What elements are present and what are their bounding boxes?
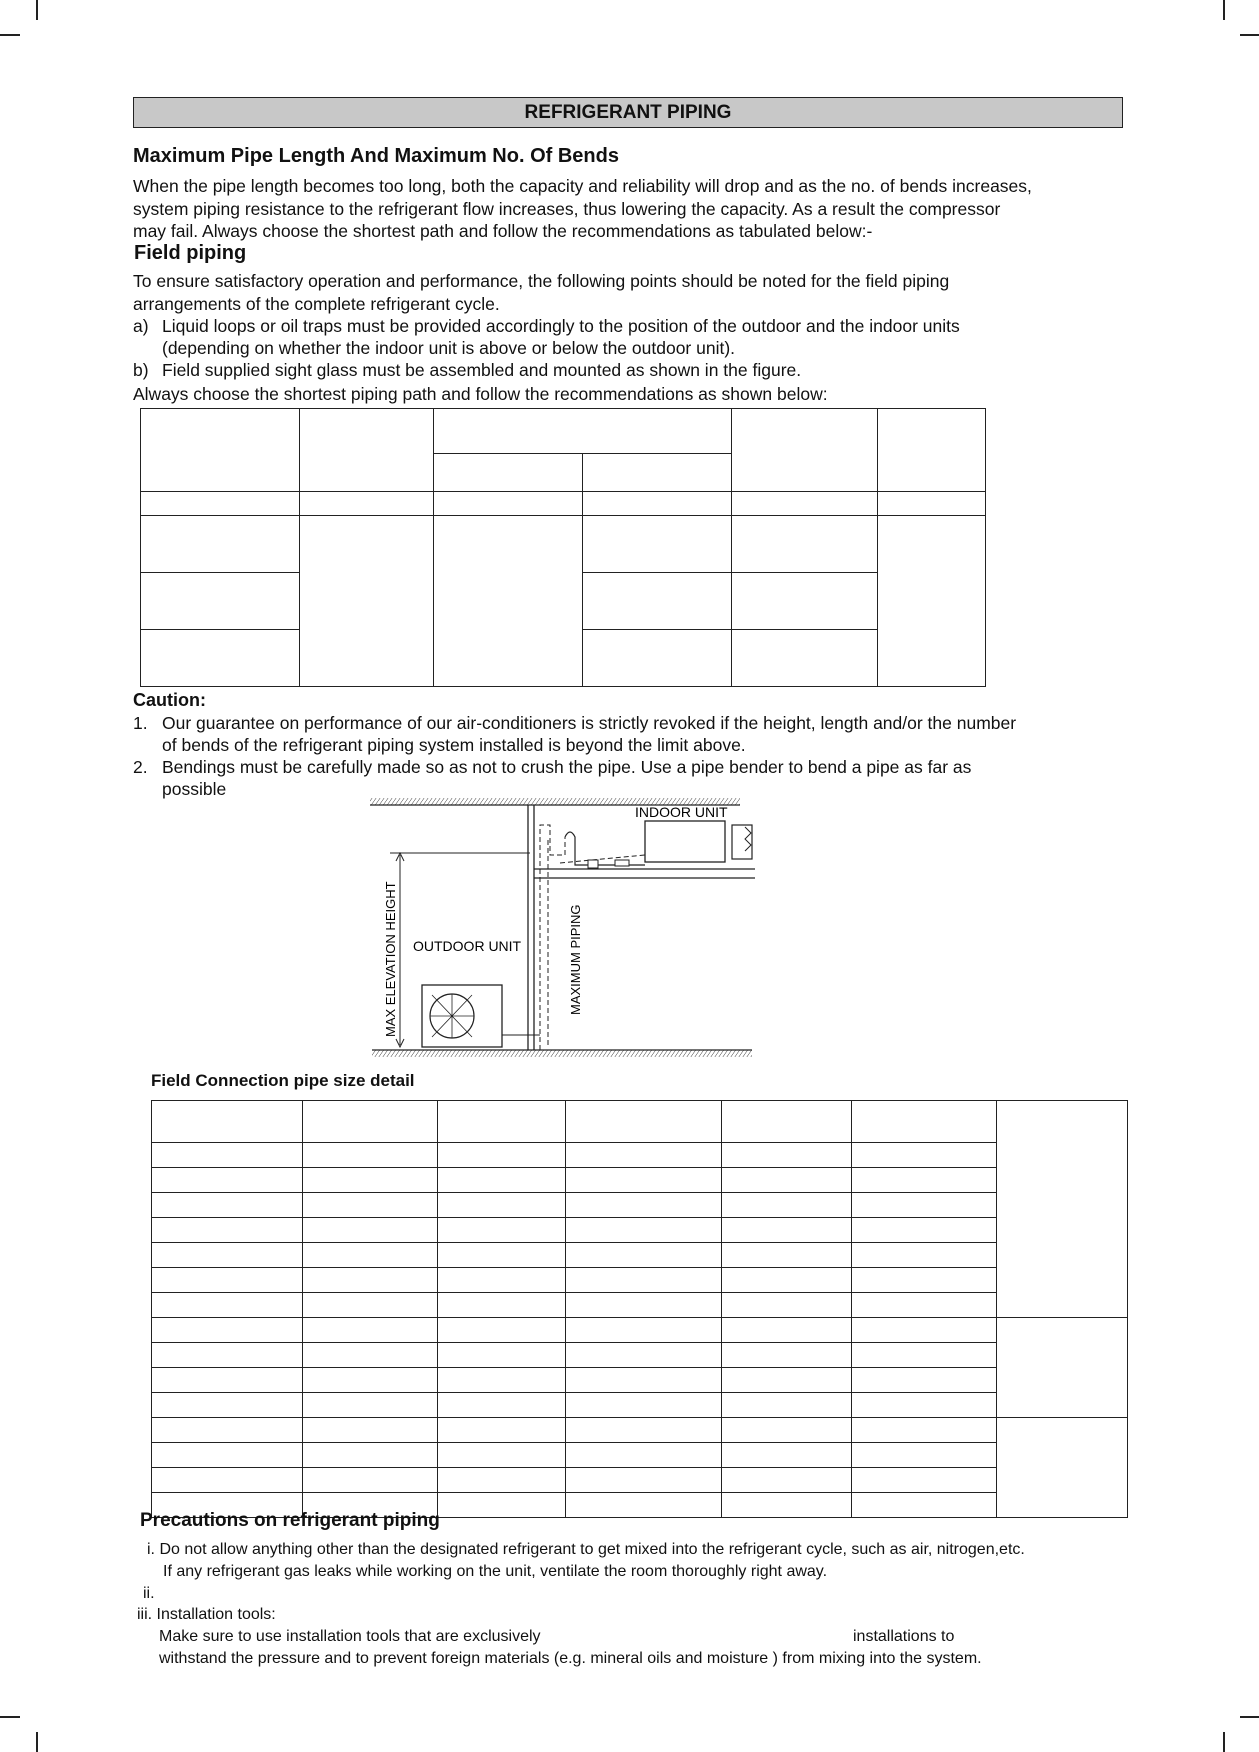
table-cell xyxy=(438,1293,566,1318)
table-cell xyxy=(152,1468,303,1493)
table-cell xyxy=(566,1318,722,1343)
section-heading-max-pipe: Maximum Pipe Length And Maximum No. Of Bends xyxy=(133,145,619,167)
table-cell xyxy=(583,573,732,630)
point-line: Liquid loops or oil traps must be provided accordingly to the position of the outdoor and the indoor units xyxy=(162,316,960,336)
precaution-i-line: i. Do not allow anything other than the designated refrigerant to get mixed into the refrigerant cycle, such as air, nitrogen,etc. xyxy=(147,1541,1025,1558)
table-cell xyxy=(732,573,878,630)
table-cell xyxy=(852,1443,997,1468)
caution-number: 1. xyxy=(133,713,148,733)
field-piping-intro xyxy=(133,270,1125,315)
caution-line: Our guarantee on performance of our air-conditioners is strictly revoked if the height, length and/or the number xyxy=(162,713,1017,733)
table-cell xyxy=(303,1193,438,1218)
table-cell xyxy=(566,1143,722,1168)
table-cell xyxy=(438,1443,566,1468)
table-cell xyxy=(141,573,300,630)
table-cell xyxy=(722,1393,852,1418)
table-cell xyxy=(152,1343,303,1368)
table-cell xyxy=(438,1368,566,1393)
table-cell xyxy=(852,1293,997,1318)
indoor-unit-label: INDOOR UNIT xyxy=(635,804,728,820)
table-cell xyxy=(303,1468,438,1493)
section-paragraph-max-pipe xyxy=(133,175,1125,243)
table-cell xyxy=(722,1218,852,1243)
table-cell xyxy=(583,492,732,516)
field-piping-point-b xyxy=(133,359,1125,381)
table-cell xyxy=(732,492,878,516)
caution-heading: Caution: xyxy=(133,690,206,710)
crop-mark-bl-v xyxy=(36,1732,38,1752)
table-cell xyxy=(303,1293,438,1318)
table-cell xyxy=(438,1468,566,1493)
table-cell xyxy=(732,516,878,573)
table-cell xyxy=(722,1143,852,1168)
table-cell xyxy=(997,1418,1128,1518)
table-cell xyxy=(583,516,732,573)
page-title: REFRIGERANT PIPING xyxy=(133,97,1123,128)
piping-gas xyxy=(548,840,645,1045)
table-cell xyxy=(852,1418,997,1443)
table-cell xyxy=(722,1101,852,1143)
paragraph-line: arrangements of the complete refrigerant cycle. xyxy=(133,293,500,314)
piping-liquid xyxy=(540,825,565,1050)
field-connection-title: Field Connection pipe size detail xyxy=(151,1071,415,1090)
table-cell xyxy=(303,1418,438,1443)
table-cell xyxy=(722,1368,852,1393)
table-cell xyxy=(300,516,434,687)
table-cell xyxy=(434,454,583,492)
table-cell xyxy=(566,1243,722,1268)
table-cell xyxy=(852,1218,997,1243)
paragraph-line: To ensure satisfactory operation and performance, the following points should be noted for the field piping xyxy=(133,271,950,291)
table-cell xyxy=(438,1218,566,1243)
crop-mark-br-h xyxy=(1240,1716,1259,1718)
table-cell xyxy=(566,1443,722,1468)
table-cell xyxy=(141,492,300,516)
table-cell xyxy=(732,630,878,687)
table-cell xyxy=(566,1468,722,1493)
table-cell xyxy=(303,1343,438,1368)
table-cell xyxy=(434,516,583,687)
table-cell xyxy=(438,1493,566,1518)
piping-trap xyxy=(565,832,645,865)
table-cell xyxy=(300,409,434,492)
table-cell xyxy=(152,1218,303,1243)
indoor-unit-box xyxy=(645,821,725,862)
crop-mark-bl-h xyxy=(0,1716,20,1718)
table-cell xyxy=(152,1101,303,1143)
table-cell xyxy=(878,492,986,516)
piping-limits-table xyxy=(140,408,986,687)
table-cell xyxy=(303,1243,438,1268)
table-cell xyxy=(722,1343,852,1368)
table-cell xyxy=(152,1393,303,1418)
field-connection-table xyxy=(151,1100,1128,1518)
table-cell xyxy=(566,1193,722,1218)
table-cell xyxy=(141,516,300,573)
table-cell xyxy=(438,1101,566,1143)
filter xyxy=(615,860,629,866)
table-cell xyxy=(303,1368,438,1393)
table-cell xyxy=(722,1443,852,1468)
table-cell xyxy=(722,1493,852,1518)
field-piping-heading: Field piping xyxy=(134,242,247,264)
table-cell xyxy=(141,630,300,687)
table-cell xyxy=(878,409,986,492)
table-cell xyxy=(438,1243,566,1268)
crop-mark-tl-h xyxy=(0,34,20,36)
max-piping-label: MAXIMUM PIPING xyxy=(568,904,583,1015)
table-cell xyxy=(438,1418,566,1443)
paragraph-line: may fail. Always choose the shortest path and follow the recommendations as tabulated below:- xyxy=(133,221,873,241)
point-label: a) xyxy=(133,316,149,336)
table-cell xyxy=(152,1268,303,1293)
field-piping-point-a xyxy=(133,315,1125,359)
table-cell xyxy=(303,1101,438,1143)
indoor-unit-duct xyxy=(732,825,752,859)
table-cell xyxy=(732,409,878,492)
outdoor-unit-label: OUTDOOR UNIT xyxy=(413,938,522,954)
shortest-path-note: Always choose the shortest piping path and follow the recommendations as shown below: xyxy=(133,384,828,404)
table-cell xyxy=(852,1468,997,1493)
crop-mark-tl-v xyxy=(36,0,38,20)
table-cell xyxy=(303,1443,438,1468)
table-cell xyxy=(566,1343,722,1368)
point-label: b) xyxy=(133,360,149,380)
paragraph-line: When the pipe length becomes too long, both the capacity and reliability will drop and as the no. of bends increases, xyxy=(133,176,1032,196)
crop-mark-tr-v xyxy=(1223,0,1225,20)
table-cell xyxy=(438,1168,566,1193)
paragraph-line: system piping resistance to the refrigerant flow increases, thus lowering the capacity. As a result the compressor xyxy=(133,198,1001,219)
installation-diagram xyxy=(370,795,760,1060)
table-cell xyxy=(852,1243,997,1268)
table-cell xyxy=(852,1343,997,1368)
table-cell xyxy=(438,1343,566,1368)
table-cell xyxy=(434,409,732,454)
table-cell xyxy=(852,1101,997,1143)
table-cell xyxy=(152,1418,303,1443)
table-cell xyxy=(438,1318,566,1343)
table-cell xyxy=(852,1143,997,1168)
table-cell xyxy=(722,1193,852,1218)
table-cell xyxy=(566,1293,722,1318)
table-cell xyxy=(141,409,300,492)
caution-item-2 xyxy=(133,756,1125,800)
table-cell xyxy=(438,1393,566,1418)
precaution-i-line: If any refrigerant gas leaks while working on the unit, ventilate the room thoroughly right away. xyxy=(163,1563,828,1580)
crop-mark-tr-h xyxy=(1240,34,1259,36)
sight-glass xyxy=(588,860,598,868)
precaution-iii-line: installations to xyxy=(853,1628,955,1645)
table-cell xyxy=(303,1168,438,1193)
precaution-iii-line: Make sure to use installation tools that are exclusively xyxy=(159,1628,541,1645)
table-cell xyxy=(566,1393,722,1418)
point-line: (depending on whether the indoor unit is above or below the outdoor unit). xyxy=(162,338,736,358)
table-cell xyxy=(583,630,732,687)
max-elevation-label: MAX ELEVATION HEIGHT xyxy=(383,881,398,1037)
table-cell xyxy=(303,1218,438,1243)
table-cell xyxy=(438,1143,566,1168)
caution-line: of bends of the refrigerant piping system installed is beyond the limit above. xyxy=(162,735,746,755)
table-cell xyxy=(303,1268,438,1293)
table-cell xyxy=(434,492,583,516)
table-cell xyxy=(852,1268,997,1293)
caution-line: Bendings must be carefully made so as not to crush the pipe. Use a pipe bender to bend a pipe as far as xyxy=(162,757,972,777)
table-cell xyxy=(300,492,434,516)
table-cell xyxy=(852,1393,997,1418)
table-cell xyxy=(152,1293,303,1318)
precaution-iii-title: iii. Installation tools: xyxy=(137,1606,276,1623)
table-cell xyxy=(438,1268,566,1293)
table-cell xyxy=(303,1393,438,1418)
table-cell xyxy=(722,1293,852,1318)
table-cell xyxy=(566,1418,722,1443)
table-cell xyxy=(303,1143,438,1168)
floor-hatch xyxy=(372,1050,752,1057)
table-cell xyxy=(566,1493,722,1518)
table-cell xyxy=(566,1101,722,1143)
table-cell xyxy=(303,1318,438,1343)
table-cell xyxy=(152,1443,303,1468)
table-cell xyxy=(566,1218,722,1243)
precaution-ii: ii. xyxy=(143,1585,155,1602)
table-cell xyxy=(878,516,986,687)
table-cell xyxy=(852,1168,997,1193)
table-cell xyxy=(152,1193,303,1218)
table-cell xyxy=(852,1493,997,1518)
table-cell xyxy=(566,1268,722,1293)
point-line: Field supplied sight glass must be assembled and mounted as shown in the figure. xyxy=(162,360,802,380)
table-cell xyxy=(152,1243,303,1268)
table-cell xyxy=(722,1468,852,1493)
table-cell xyxy=(722,1318,852,1343)
table-cell xyxy=(852,1193,997,1218)
table-cell xyxy=(852,1368,997,1393)
caution-item-1 xyxy=(133,712,1125,756)
table-cell xyxy=(438,1193,566,1218)
table-cell xyxy=(566,1368,722,1393)
table-cell xyxy=(722,1268,852,1293)
table-cell xyxy=(566,1168,722,1193)
table-cell xyxy=(152,1368,303,1393)
table-cell xyxy=(997,1318,1128,1418)
table-cell xyxy=(722,1418,852,1443)
table-cell xyxy=(852,1318,997,1343)
table-cell xyxy=(152,1318,303,1343)
table-cell xyxy=(722,1243,852,1268)
precautions-heading: Precautions on refrigerant piping xyxy=(140,1510,440,1531)
table-cell xyxy=(152,1143,303,1168)
table-cell xyxy=(722,1168,852,1193)
table-cell xyxy=(152,1168,303,1193)
precaution-iii-line: withstand the pressure and to prevent foreign materials (e.g. mineral oils and moisture ) from mixing into the system. xyxy=(159,1650,982,1667)
table-cell xyxy=(583,454,732,492)
caution-number: 2. xyxy=(133,757,148,777)
table-cell xyxy=(997,1101,1128,1318)
caution-line: possible xyxy=(162,779,227,799)
crop-mark-br-v xyxy=(1223,1732,1225,1752)
